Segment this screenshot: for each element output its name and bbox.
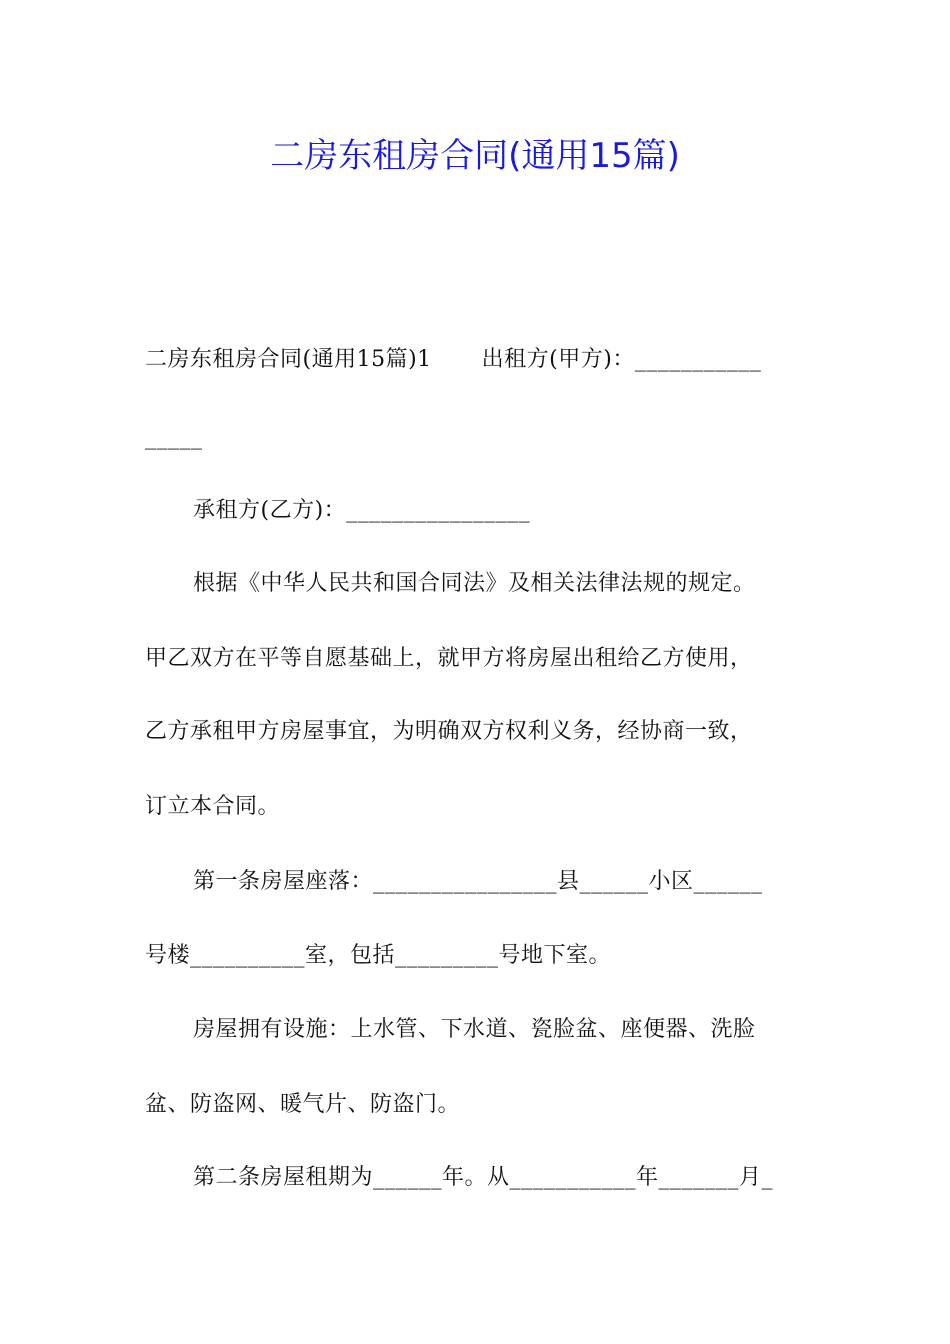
text-line: 订立本合同。 (145, 794, 281, 819)
text-line: 盆、防盗网、暖气片、防盗门。 (145, 1092, 461, 1117)
text-line: _____ (145, 425, 203, 450)
text-line: 甲乙双方在平等自愿基础上，就甲方将房屋出租给乙方使用， (145, 646, 753, 671)
text-line: 第一条房屋座落：________________县______小区______ (193, 869, 763, 894)
lessee-field: 承租方(乙方)：________________ (193, 498, 531, 523)
text-line (145, 345, 761, 375)
text-line: 房屋拥有设施：上水管、下水道、瓷脸盆、座便器、洗脸 (193, 1017, 756, 1042)
text-line: 第二条房屋租期为______年。从___________年_______月_ (193, 1165, 774, 1190)
text-line: 号楼__________室，包括_________号地下室。 (145, 943, 612, 968)
text-line: 乙方承租甲方房屋事宜，为明确双方权利义务，经协商一致， (145, 719, 753, 744)
document-title: 二房东租房合同(通用15篇) (270, 136, 680, 176)
lessor-field: 出租方(甲方)：___________ (481, 347, 762, 372)
text-line: 根据《中华人民共和国合同法》及相关法律法规的规定。 (193, 571, 756, 596)
document-heading-ref: 二房东租房合同(通用15篇)1 (145, 347, 432, 372)
